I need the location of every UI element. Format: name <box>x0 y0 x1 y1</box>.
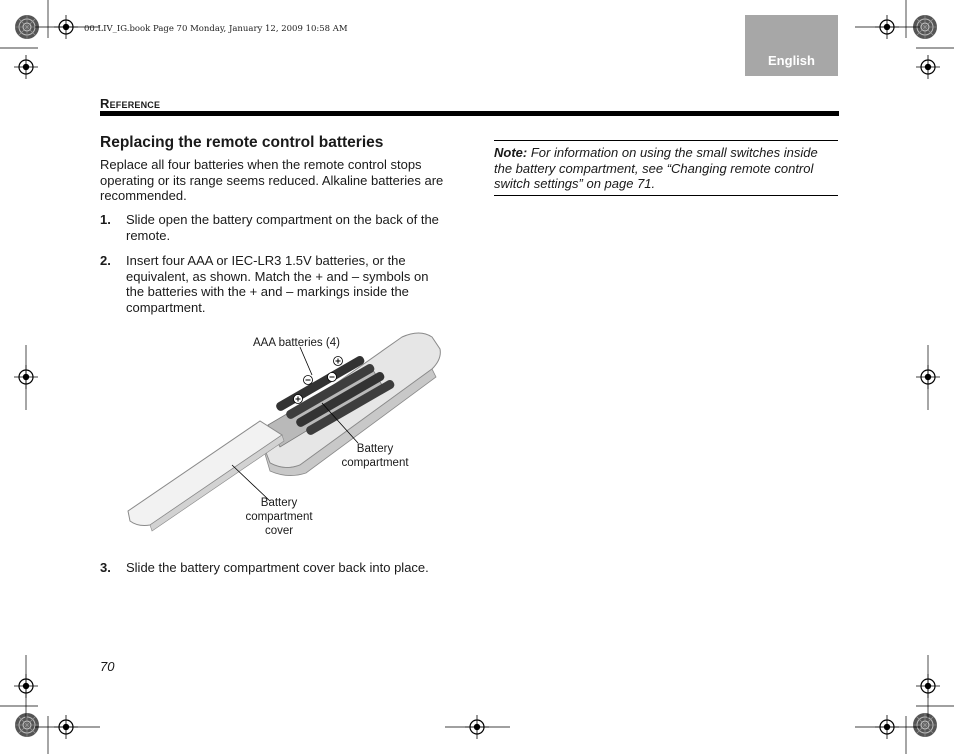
step-text: Slide the battery compartment cover back into place. <box>126 560 429 575</box>
page-number: 70 <box>100 659 115 674</box>
step-text: Slide open the battery compartment on the back of the remote. <box>126 212 439 243</box>
starburst-mark-bottom-left <box>15 713 39 737</box>
book-header: 00.LIV_IG.book Page 70 Monday, January 12, 2009 10:58 AM <box>84 24 348 34</box>
section-label: Reference <box>100 96 161 111</box>
starburst-mark-bottom-right <box>913 713 937 737</box>
language-tab <box>745 15 838 76</box>
language-tab-label: English <box>768 53 815 68</box>
compartment-callout: Battery compartment <box>341 443 409 469</box>
step-text: Insert four AAA or IEC-LR3 1.5V batteries, or the equivalent, as shown. Match the + and – symbols on the batteries with the + and – markings inside the compartment. <box>126 253 429 315</box>
cover-callout: Battery compartment cover <box>245 497 313 537</box>
note-body: For information on using the small switches inside the battery compartment, see “Changing remote control switch settings” on page 71. <box>494 145 818 192</box>
section-rule <box>100 111 839 116</box>
step-number: 1. <box>100 212 111 227</box>
note-text <box>494 145 838 192</box>
step-number: 2. <box>100 253 111 268</box>
batteries-callout: AAA batteries (4) <box>253 337 340 349</box>
step-number: 3. <box>100 560 111 575</box>
intro-paragraph: Replace all four batteries when the remote control stops operating or its range seems reduced. Alkaline batteries are recommended. <box>100 157 444 204</box>
page-title: Replacing the remote control batteries <box>100 134 384 151</box>
note-box <box>494 140 838 196</box>
note-label: Note: <box>494 145 528 160</box>
